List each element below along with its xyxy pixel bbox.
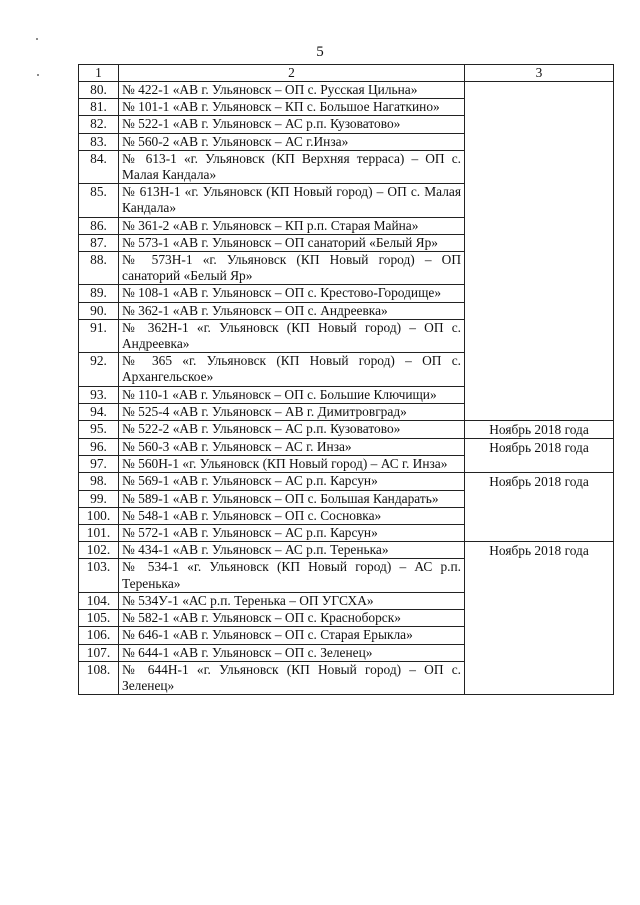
route-name: № 560-3 «АВ г. Ульяновск – АС г. Инза» — [119, 439, 465, 456]
row-number: 81. — [79, 99, 119, 116]
row-number: 94. — [79, 403, 119, 420]
row-number: 99. — [79, 490, 119, 507]
table-row — [79, 421, 614, 439]
route-name: № 101-1 «АВ г. Ульяновск – КП с. Большое Нагаткино» — [119, 99, 465, 116]
route-name: № 110-1 «АВ г. Ульяновск – ОП с. Большие Ключищи» — [119, 386, 465, 403]
table-row — [79, 82, 614, 99]
route-name: № 646-1 «АВ г. Ульяновск – ОП с. Старая Ерыкла» — [119, 627, 465, 644]
implementation-period: Ноябрь 2018 года — [465, 421, 614, 439]
implementation-period: Ноябрь 2018 года — [465, 542, 614, 695]
table-header-row — [79, 65, 614, 82]
row-number: 87. — [79, 234, 119, 251]
row-number: 104. — [79, 592, 119, 609]
row-number: 83. — [79, 133, 119, 150]
route-name: № 589-1 «АВ г. Ульяновск – ОП с. Большая Кандарать» — [119, 490, 465, 507]
route-name: № 434-1 «АВ г. Ульяновск – АС р.п. Теренька» — [119, 542, 465, 559]
row-number: 100. — [79, 507, 119, 524]
row-number: 96. — [79, 439, 119, 456]
row-number: 102. — [79, 542, 119, 559]
row-number: 82. — [79, 116, 119, 133]
implementation-period: Ноябрь 2018 года — [465, 439, 614, 473]
row-number: 88. — [79, 252, 119, 285]
column-header: 2 — [119, 65, 465, 82]
column-header: 3 — [465, 65, 614, 82]
route-schedule-table — [78, 64, 614, 695]
route-name: № 573Н-1 «г. Ульяновск (КП Новый город) – ОП санаторий «Белый Яр» — [119, 252, 465, 285]
row-number: 84. — [79, 150, 119, 183]
route-name: № 361-2 «АВ г. Ульяновск – КП р.п. Старая Майна» — [119, 217, 465, 234]
row-number: 92. — [79, 353, 119, 386]
row-number: 85. — [79, 184, 119, 217]
route-name: № 582-1 «АВ г. Ульяновск – ОП с. Красноборск» — [119, 610, 465, 627]
implementation-period — [465, 82, 614, 421]
row-number: 97. — [79, 456, 119, 473]
route-name: № 534-1 «г. Ульяновск (КП Новый город) – АС р.п. Теренька» — [119, 559, 465, 592]
route-name: № 573-1 «АВ г. Ульяновск – ОП санаторий «Белый Яр» — [119, 234, 465, 251]
row-number: 98. — [79, 473, 119, 490]
route-name: № 560-2 «АВ г. Ульяновск – АС г.Инза» — [119, 133, 465, 150]
row-number: 105. — [79, 610, 119, 627]
route-name: № 362Н-1 «г. Ульяновск (КП Новый город) – ОП с. Андреевка» — [119, 319, 465, 352]
row-number: 86. — [79, 217, 119, 234]
row-number: 107. — [79, 644, 119, 661]
implementation-period: Ноябрь 2018 года — [465, 473, 614, 542]
route-name: № 522-1 «АВ г. Ульяновск – АС р.п. Кузоватово» — [119, 116, 465, 133]
row-number: 106. — [79, 627, 119, 644]
route-name: № 522-2 «АВ г. Ульяновск – АС р.п. Кузоватово» — [119, 421, 465, 439]
row-number: 89. — [79, 285, 119, 302]
route-name: № 560Н-1 «г. Ульяновск (КП Новый город) – АС г. Инза» — [119, 456, 465, 473]
row-number: 103. — [79, 559, 119, 592]
table-row — [79, 439, 614, 456]
route-name: № 534У-1 «АС р.п. Теренька – ОП УГСХА» — [119, 592, 465, 609]
row-number: 80. — [79, 82, 119, 99]
route-name: № 644-1 «АВ г. Ульяновск – ОП с. Зеленец» — [119, 644, 465, 661]
route-name: № 525-4 «АВ г. Ульяновск – АВ г. Димитровград» — [119, 403, 465, 420]
route-name: № 572-1 «АВ г. Ульяновск – АС р.п. Карсун» — [119, 525, 465, 542]
route-name: № 569-1 «АВ г. Ульяновск – АС р.п. Карсун» — [119, 473, 465, 490]
route-name: № 422-1 «АВ г. Ульяновск – ОП с. Русская Цильна» — [119, 82, 465, 99]
route-name: № 108-1 «АВ г. Ульяновск – ОП с. Крестово-Городище» — [119, 285, 465, 302]
route-name: № 548-1 «АВ г. Ульяновск – ОП с. Сосновка» — [119, 507, 465, 524]
table-row — [79, 473, 614, 490]
route-name: № 365 «г. Ульяновск (КП Новый город) – ОП с. Архангельское» — [119, 353, 465, 386]
route-name: № 644Н-1 «г. Ульяновск (КП Новый город) – ОП с. Зеленец» — [119, 661, 465, 694]
row-number: 93. — [79, 386, 119, 403]
row-number: 101. — [79, 525, 119, 542]
page-number: 5 — [316, 44, 324, 60]
route-name: № 613-1 «г. Ульяновск (КП Верхняя терраса) – ОП с. Малая Кандала» — [119, 150, 465, 183]
column-header: 1 — [79, 65, 119, 82]
row-number: 108. — [79, 661, 119, 694]
route-name: № 362-1 «АВ г. Ульяновск – ОП с. Андреевка» — [119, 302, 465, 319]
route-name: № 613Н-1 «г. Ульяновск (КП Новый город) – ОП с. Малая Кандала» — [119, 184, 465, 217]
row-number: 90. — [79, 302, 119, 319]
scan-speck — [37, 74, 39, 76]
table-row — [79, 542, 614, 559]
table-body — [79, 65, 614, 695]
row-number: 95. — [79, 421, 119, 439]
scan-speck — [36, 38, 38, 40]
row-number: 91. — [79, 319, 119, 352]
